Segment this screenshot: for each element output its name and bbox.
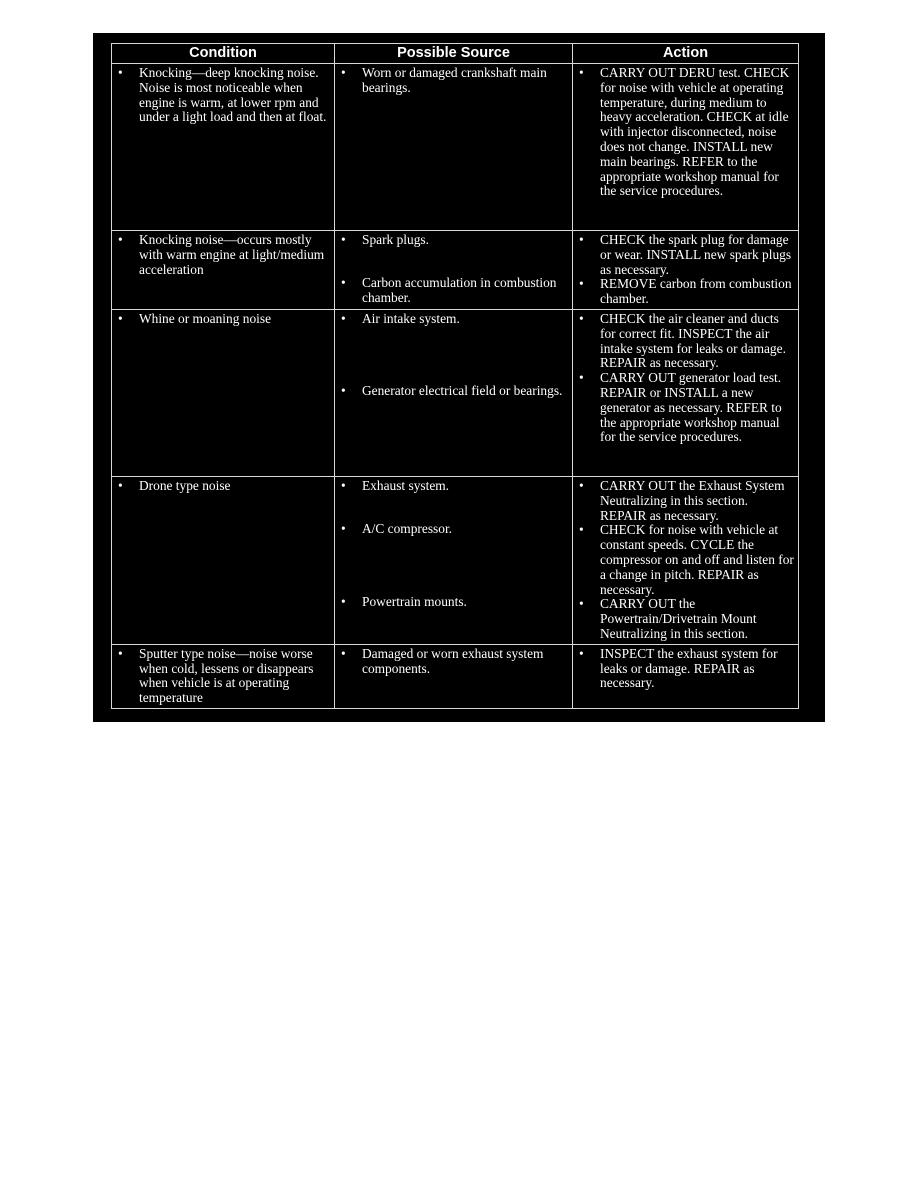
bullet-icon: • [118,478,123,493]
condition-text: Whine or moaning noise [139,311,272,326]
action-text: REMOVE carbon from combustion chamber. [600,276,792,307]
header-condition: Condition [112,44,335,64]
bullet-icon: • [341,65,346,80]
bullet-icon: • [579,276,584,292]
action-text: CARRY OUT DERU test. CHECK for noise with vehicle at operating temperature, during medium to heavy acceleration. CHECK at idle with injector disconnected, noise does not change. INSTALL new main bearings. REFER to the appropriate workshop manual for the service procedures. [600,65,790,199]
bullet-icon: • [579,311,584,326]
table-header-row [112,44,799,64]
action-text: CHECK the spark plug for damage or wear. INSTALL new spark plugs as necessary. [600,232,792,277]
condition-text: Sputter type noise—noise worse when cold, lessens or disappears when vehicle is at operating temperature [139,645,314,706]
bullet-icon: • [118,645,123,661]
source-cell [335,231,573,310]
action-cell [573,231,799,310]
diagnosis-panel [93,33,825,722]
action-text: CHECK for noise with vehicle at constant speeds. CYCLE the compressor on and off and listen for a change in pitch. REPAIR as necessary. [600,522,794,597]
table-row [112,477,799,645]
action-text: CARRY OUT the Powertrain/Drivetrain Mount Neutralizing in this section. [600,596,757,641]
action-cell [573,64,799,231]
condition-text: Drone type noise [139,478,231,493]
bullet-icon: • [579,232,584,247]
condition-cell [112,310,335,477]
action-cell [573,310,799,477]
condition-cell [112,231,335,310]
source-text: Exhaust system. [362,478,450,493]
source-text: Worn or damaged crankshaft main bearings. [362,65,547,95]
action-text: CARRY OUT generator load test. REPAIR or INSTALL a new generator as necessary. REFER to the appropriate workshop manual for the service procedures. [600,370,782,445]
table-row [112,64,799,231]
table-row [112,310,799,477]
source-cell [335,310,573,477]
bullet-icon: • [341,311,346,326]
bullet-icon: • [341,593,346,609]
bullet-icon: • [341,232,346,247]
bullet-icon: • [579,370,584,386]
source-text: Air intake system. [362,311,460,326]
source-text: Generator electrical field or bearings. [362,382,563,398]
source-text: Spark plugs. [362,232,429,247]
action-cell [573,644,799,708]
source-text: A/C compressor. [362,520,453,536]
condition-text: Knocking—deep knocking noise. Noise is most noticeable when engine is warm, at lower rpm and under a light load and then at float. [139,65,327,125]
source-text: Damaged or worn exhaust system components. [362,645,544,676]
header-possible-source: Possible Source [335,44,573,64]
table-row [112,644,799,708]
condition-text: Knocking noise—occurs mostly with warm engine at light/medium acceleration [139,232,325,277]
header-action: Action [573,44,799,64]
bullet-icon: • [118,311,123,326]
action-cell [573,477,799,645]
bullet-icon: • [579,645,584,661]
source-text: Powertrain mounts. [362,593,467,609]
bullet-icon: • [341,382,346,398]
condition-cell [112,64,335,231]
bullet-icon: • [118,232,123,247]
bullet-icon: • [341,274,346,290]
condition-cell [112,644,335,708]
condition-cell [112,477,335,645]
bullet-icon: • [341,478,346,493]
source-text: Carbon accumulation in combustion chamber. [362,274,557,305]
source-cell [335,477,573,645]
bullet-icon: • [341,520,346,536]
action-text: CHECK the air cleaner and ducts for correct fit. INSPECT the air intake system for leaks or damage. REPAIR as necessary. [600,311,786,371]
action-text: CARRY OUT the Exhaust System Neutralizing in this section. REPAIR as necessary. [600,478,785,523]
noise-diagnosis-table [111,43,799,709]
action-text: INSPECT the exhaust system for leaks or damage. REPAIR as necessary. [600,645,778,691]
bullet-icon: • [341,645,346,661]
bullet-icon: • [579,478,584,493]
bullet-icon: • [118,65,123,80]
bullet-icon: • [579,65,584,80]
source-cell [335,644,573,708]
bullet-icon: • [579,596,584,612]
source-cell [335,64,573,231]
bullet-icon: • [579,522,584,538]
table-row [112,231,799,310]
